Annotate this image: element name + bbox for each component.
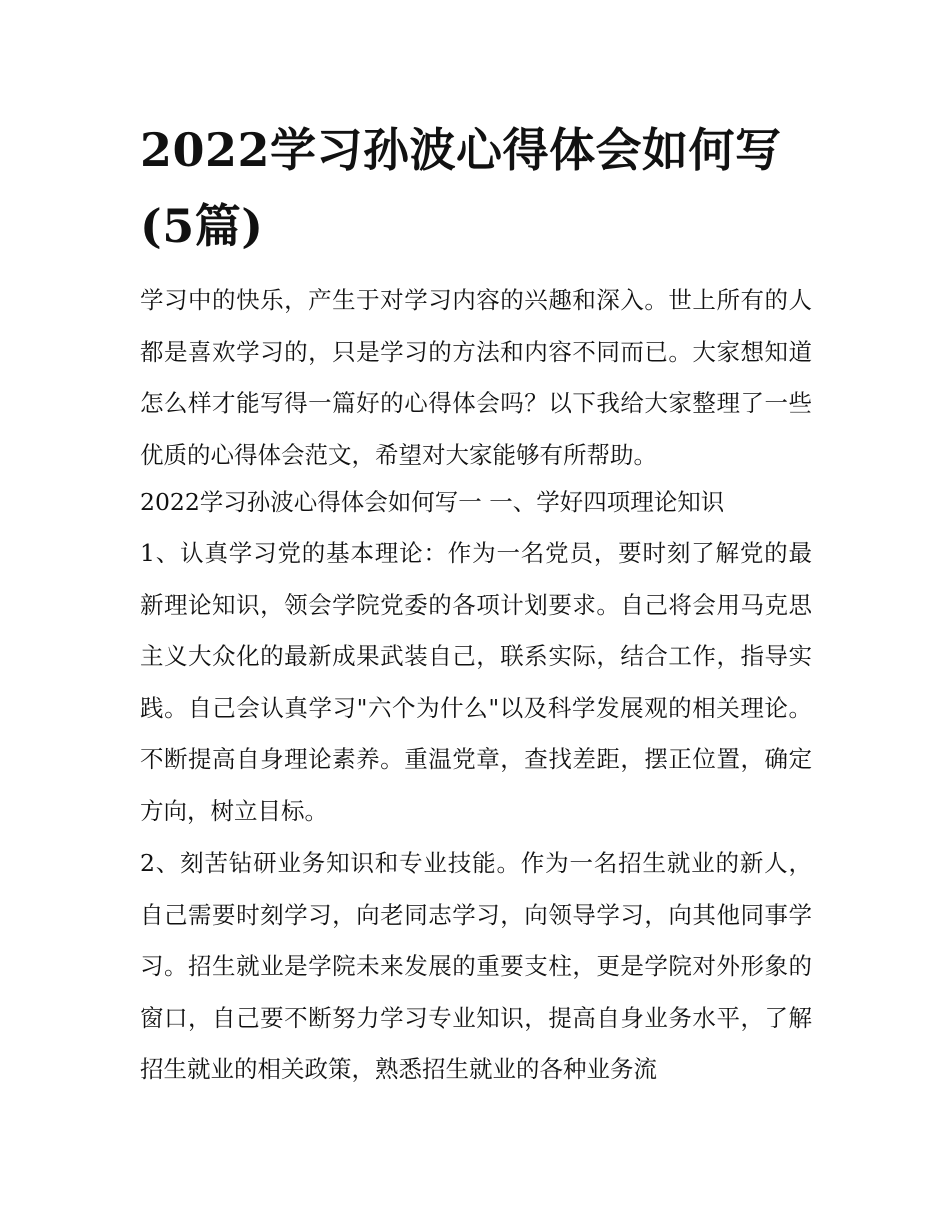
document-title: 2022学习孙波心得体会如何写(5篇) xyxy=(140,123,782,253)
skills-paragraph: 2、刻苦钻研业务知识和专业技能。作为一名招生就业的新人，自己需要时刻学习，向老同志学习，向领导学习，向其他同事学习。招生就业是学院未来发展的重要支柱，更是学院对外形象的窗口，自己要不断努力学习专业知识，提高自身业务水平，了解招生就业的相关政策，熟悉招生就业的各种业务流 xyxy=(140,849,812,1083)
section-heading: 2022学习孙波心得体会如何写一 一、学好四项理论知识 xyxy=(140,488,725,516)
intro-paragraph: 学习中的快乐，产生于对学习内容的兴趣和深入。世上所有的人都是喜欢学习的，只是学习的方法和内容不同而已。大家想知道怎么样才能写得一篇好的心得体会吗？以下我给大家整理了一些优质的心得体会范文，希望对大家能够有所帮助。 xyxy=(140,286,812,469)
theory-paragraph: 1、认真学习党的基本理论：作为一名党员，要时刻了解党的最新理论知识，领会学院党委的各项计划要求。自己将会用马克思主义大众化的最新成果武装自己，联系实际，结合工作，指导实践。自己会认真学习"六个为什么"以及科学发展观的相关理论。不断提高自身理论素养。重温党章，查找差距，摆正位置，确定方向，树立目标。 xyxy=(140,539,812,825)
